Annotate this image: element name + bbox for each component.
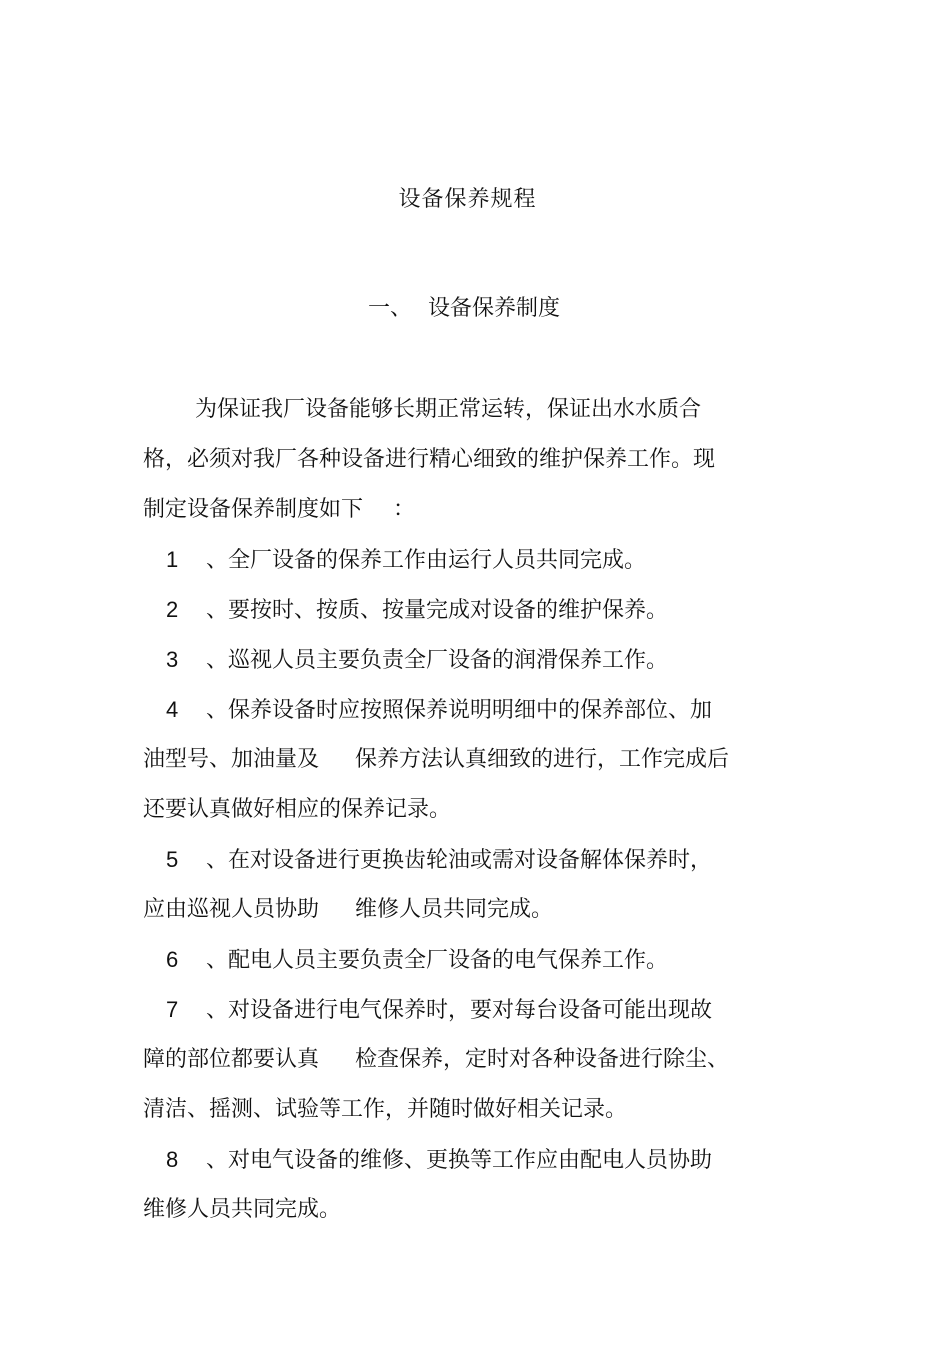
list-item-6	[166, 944, 668, 977]
item-text: 、对设备进行电气保养时，要对每台设备可能出现故	[206, 998, 713, 1023]
item-text: 、对电气设备的维修、更换等工作应由配电人员协助	[206, 1148, 713, 1173]
item-number: 4	[166, 697, 179, 722]
list-item-2	[166, 594, 668, 627]
item-number: 5	[166, 847, 179, 872]
intro-line-2: 格，必须对我厂各种设备进行精心细致的维护保养工作。现	[143, 447, 716, 472]
item-text: 障的部位都要认真	[143, 1047, 320, 1072]
intro-line-3	[143, 494, 415, 526]
item-text: 油型号、加油量及	[143, 747, 320, 772]
list-item-5-line-2	[143, 894, 553, 926]
intro-line-3-text: 制定设备保养制度如下	[143, 497, 364, 522]
list-item-8-line-2: 维修人员共同完成。	[143, 1197, 342, 1222]
intro-line-1: 为保证我厂设备能够长期正常运转，保证出水水质合	[195, 397, 702, 422]
intro-colon: ：	[393, 497, 416, 522]
item-number: 6	[166, 947, 179, 972]
list-item-3	[166, 644, 668, 677]
list-item-8	[166, 1144, 712, 1177]
item-text: 、全厂设备的保养工作由运行人员共同完成。	[206, 548, 647, 573]
list-item-7-line-2	[143, 1044, 729, 1076]
item-text: 、在对设备进行更换齿轮油或需对设备解体保养时，	[206, 848, 713, 873]
item-text: 维修人员共同完成。	[355, 897, 554, 922]
item-number: 7	[166, 997, 179, 1022]
section-title: 设备保养制度	[428, 296, 561, 321]
list-item-1	[166, 544, 646, 577]
list-item-4-line-3: 还要认真做好相应的保养记录。	[143, 797, 452, 822]
item-number: 8	[166, 1147, 179, 1172]
section-heading	[368, 293, 560, 325]
item-text: 、要按时、按质、按量完成对设备的维护保养。	[206, 598, 669, 623]
list-item-5	[166, 844, 712, 877]
item-text: 、配电人员主要负责全厂设备的电气保养工作。	[206, 948, 669, 973]
item-number: 2	[166, 597, 179, 622]
document-title: 设备保养规程	[398, 187, 537, 212]
item-text: 检查保养，定时对各种设备进行除尘、	[355, 1047, 730, 1072]
item-text: 、巡视人员主要负责全厂设备的润滑保养工作。	[206, 648, 669, 673]
item-text: 应由巡视人员协助	[143, 897, 320, 922]
item-number: 1	[166, 547, 179, 572]
list-item-4-line-2	[143, 744, 729, 776]
section-number: 一、	[368, 296, 413, 321]
list-item-7	[166, 994, 712, 1027]
list-item-7-line-3: 清洁、摇测、试验等工作，并随时做好相关记录。	[143, 1097, 628, 1122]
item-text: 、保养设备时应按照保养说明明细中的保养部位、加	[206, 698, 713, 723]
item-text: 保养方法认真细致的进行，工作完成后	[355, 747, 730, 772]
item-number: 3	[166, 647, 179, 672]
list-item-4	[166, 694, 712, 727]
